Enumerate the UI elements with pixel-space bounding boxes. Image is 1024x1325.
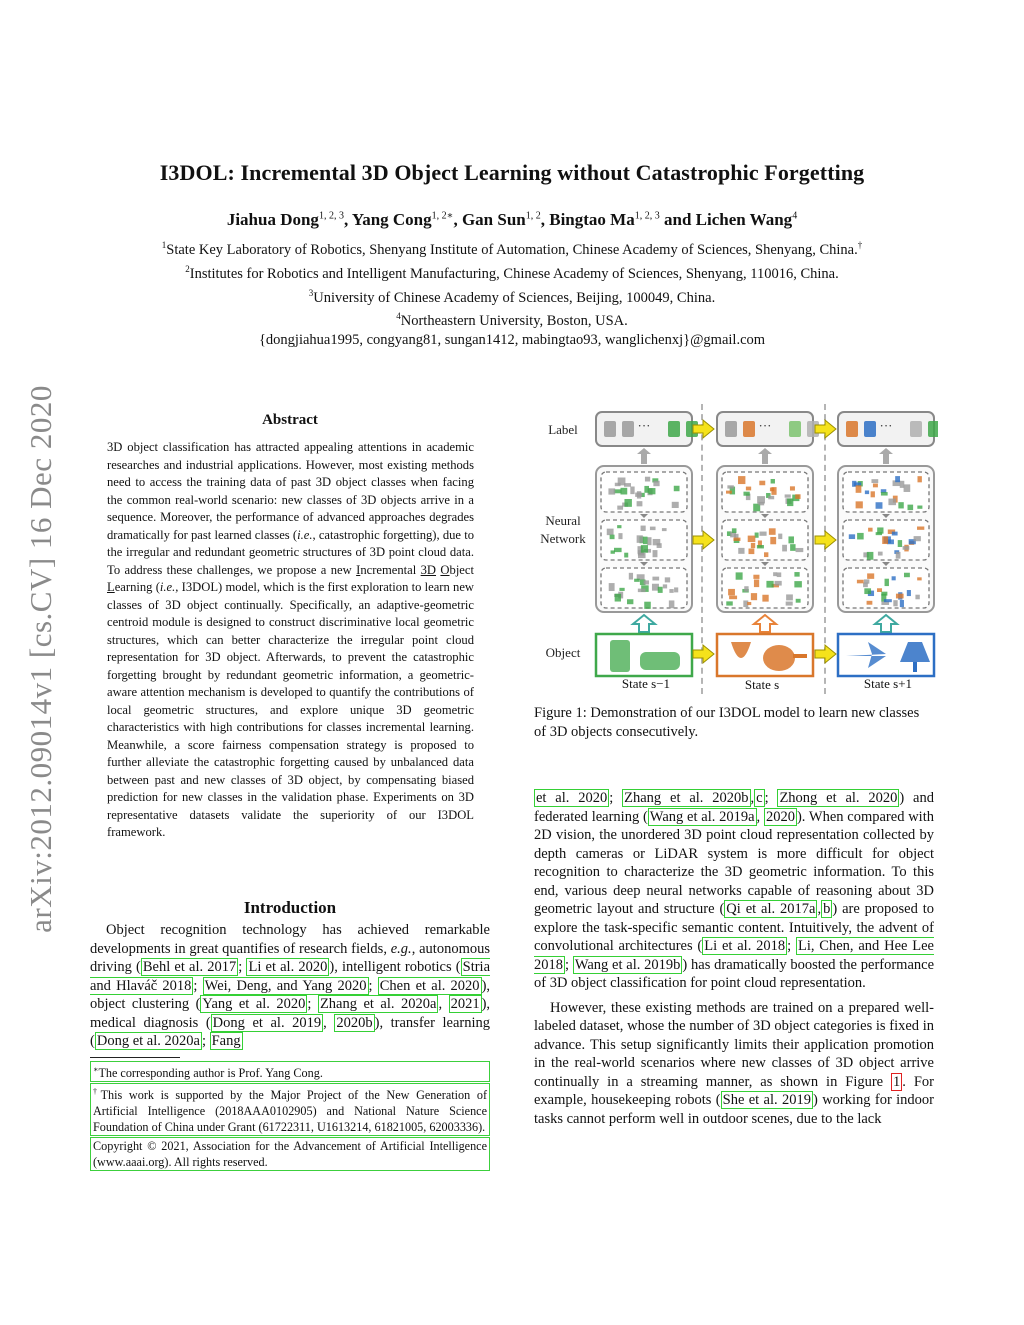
feature-point [674, 587, 678, 592]
feature-point [645, 477, 650, 482]
feature-point [629, 573, 633, 580]
feature-point [867, 552, 874, 560]
figure-graphics [534, 404, 938, 694]
citation-link[interactable]: 2020 [765, 808, 795, 825]
feature-point [610, 535, 615, 539]
feature-point [652, 577, 659, 581]
citation-link[interactable]: Wang et al. 2019a [649, 808, 755, 825]
feature-point [878, 552, 883, 556]
feature-point [794, 572, 799, 577]
feature-point [786, 594, 793, 600]
introduction-paragraph: Object recognition technology has achieved remarkable developments in great quantifies of research fields, e.g., autonomous driving ( Behl et al. 2017 ; Li et al. 2020 ), intelligent robotics ( Stria and Hlaváč 2018 ; Wei, Deng, and Yang 2020 ; Chen et al. 2020 ), object clustering ( Yang et al. 2020 ; Zhang et al. 2020a , 2021 ), medical diagnosis ( Dong et al. 2019 , 2020b ), transfer learning ( Dong et al. 2020a ; Fang [90, 922, 491, 1049]
feature-point [896, 552, 901, 559]
label-object-thumb [622, 421, 634, 437]
feature-point [754, 579, 759, 587]
feature-point [727, 485, 733, 488]
feature-point [637, 501, 643, 506]
author-emails: {dongjiahua1995, congyang81, sungan1412, mabingtao93, wanglichenxj}@gmail.com [258, 332, 766, 349]
feature-point [751, 593, 757, 600]
label-object-thumb [910, 421, 922, 437]
feature-point [762, 595, 768, 602]
feature-point [748, 549, 754, 555]
feature-point [868, 528, 872, 532]
ellipsis-text: ··· [879, 418, 893, 433]
feature-point [672, 502, 679, 508]
label-object-thumb [864, 421, 876, 437]
feature-point [775, 581, 782, 586]
feature-point [788, 536, 794, 543]
feature-point [796, 599, 801, 603]
author-name: Jiahua Dong [226, 210, 319, 229]
feature-point [669, 600, 675, 608]
feature-point [726, 491, 732, 494]
affiliation-lines [60, 236, 964, 331]
feature-point [849, 534, 855, 539]
feature-point [917, 476, 921, 482]
feature-point [871, 491, 875, 497]
citation-link[interactable]: Chen et al. 2020 [379, 977, 480, 994]
feature-point [644, 580, 649, 584]
feature-point [650, 527, 656, 531]
feature-point [856, 485, 862, 493]
feature-point [898, 502, 903, 508]
body-paragraph: et al. 2020 ; Zhang et al. 2020b , c ; Zhong et al. 2020 ) and federated learning ( Wang et al. 2019a , 2020 ). When compared with 2D vision, the unordered 3D point cloud representation collected by depth cameras or LiDAR system is more difficult for object recognition to characterize the 3D geometric information. To this end, various deep neural networks capable of reasoning about 3D geometric layout and structure ( Qi et al. 2017a , b ) are proposed to explore the task-specific semantic content. Intuitively, the advent of convolutional architectures ( Li et al. 2018 ; Li, Chen, and Hee Lee 2018 ; Wang et al. 2019b ) has dramatically boosted the performance of 3D object classification for point cloud representation. [534, 790, 935, 991]
feature-point [624, 483, 631, 487]
guitar-neck [793, 654, 807, 658]
arrow-up-icon [637, 448, 651, 464]
feature-point [917, 506, 922, 509]
feature-point [857, 580, 864, 584]
feature-point [641, 526, 646, 531]
feature-point [796, 548, 804, 552]
feature-point [795, 494, 800, 499]
citation-link[interactable]: Li et al. 2020 [248, 959, 328, 975]
feature-point [867, 573, 874, 578]
author-name: Lichen Wang [695, 210, 793, 229]
citation-link[interactable]: Dong et al. 2019 [212, 1014, 322, 1031]
feature-point [778, 534, 782, 539]
citation-link[interactable]: She et al. 2019 [722, 1092, 812, 1108]
feature-point [658, 587, 663, 593]
feature-point [907, 590, 911, 596]
label-object-thumb [668, 421, 680, 437]
feature-point [736, 572, 743, 579]
citation-link[interactable]: Li et al. 2018 [704, 938, 786, 954]
feature-point [914, 536, 921, 541]
footnote: †This work is supported by the Major Project of the New Generation of Artificial Intelligence (2018AAA0102905) and National Nature Science Foundation of China under Grant (61722311, U1613214, 61821005, 62003336). [90, 1083, 490, 1136]
footnote-rule [90, 1057, 180, 1058]
feature-point [609, 583, 615, 591]
feature-point [743, 492, 749, 496]
citation-link[interactable]: Wei, Deng, and Yang 2020 [204, 977, 367, 994]
feature-point [900, 600, 904, 607]
feature-point [662, 528, 667, 531]
feature-point [790, 486, 795, 490]
figure-1 [534, 404, 938, 694]
citation-link[interactable]: et al. 2020 [536, 790, 608, 806]
feature-point [644, 602, 651, 609]
feature-point [635, 493, 642, 497]
feature-point [865, 490, 869, 494]
arrow-right-icon [693, 531, 714, 549]
footnotes [90, 1061, 490, 1172]
label-object-thumb [846, 421, 858, 437]
feature-point [773, 572, 777, 576]
feature-point [771, 487, 776, 495]
feature-point [738, 548, 744, 554]
author-name: Yang Cong [351, 210, 432, 229]
feature-point [881, 492, 888, 495]
state-label-next: State s+1 [863, 676, 913, 691]
citation-link[interactable]: Zhang et al. 2020b [624, 790, 749, 806]
citation-link[interactable]: Zhang et al. 2020a [319, 996, 437, 1012]
feature-point [643, 537, 647, 544]
label-object-thumb [604, 421, 616, 437]
author-name: Gan Sun [461, 210, 526, 229]
feature-point [614, 548, 622, 552]
feature-point [653, 550, 658, 557]
feature-point [888, 499, 896, 506]
feature-point [747, 602, 751, 605]
feature-point [624, 499, 631, 507]
feature-point [620, 488, 627, 495]
feature-point [729, 596, 737, 600]
feature-point [674, 486, 680, 491]
feature-point [903, 546, 910, 550]
citation-link[interactable]: Stria and Hlaváč 2018 [90, 959, 491, 994]
figure-1-caption: Figure 1: Demonstration of our I3DOL model to learn new classes of 3D objects consecutively. [534, 705, 920, 740]
feature-point [732, 528, 737, 533]
feature-point [790, 544, 795, 551]
arrow-up-icon [879, 448, 893, 464]
feature-point [893, 600, 897, 606]
feature-point [787, 499, 793, 507]
feature-point [871, 479, 878, 483]
feature-point [638, 553, 646, 558]
feature-point [748, 536, 756, 542]
feature-point [665, 577, 670, 582]
feature-point [653, 539, 661, 545]
row-label-object: Object [545, 645, 581, 660]
state-label-prev: State s−1 [621, 676, 671, 691]
feature-point [794, 581, 802, 587]
feature-point [864, 588, 871, 594]
citation-link[interactable]: Dong et al. 2020a [96, 1033, 200, 1049]
feature-point [908, 505, 914, 511]
chair-object [610, 640, 630, 672]
feature-point [638, 589, 646, 593]
row-label-network: Neural Network [540, 513, 586, 546]
feature-point [881, 592, 887, 596]
body-paragraph: However, these existing methods are trained on a prepared well-labeled dataset, whose the number of 3D object categories is fixed in advance. This setup significantly limits their application promotion in the real-world scenarios where new classes of 3D object arrive continually in a streaming manner, as shown in Figure 1 . For example, housekeeping robots ( She et al. 2019 ) working for indoor tasks cannot perform well in outdoor scenes, due to the lack [534, 999, 935, 1127]
feature-point [904, 573, 910, 577]
feature-point [892, 532, 898, 536]
feature-point [738, 476, 745, 484]
feature-point [619, 588, 624, 591]
feature-point [759, 532, 766, 536]
lamp-stand [913, 662, 917, 672]
citation-link[interactable]: Li, Chen, and Hee Lee 2018 [534, 938, 934, 973]
feature-point [608, 488, 615, 494]
feature-point [915, 595, 919, 600]
abstract-heading: Abstract [262, 412, 318, 428]
label-object-thumb [743, 421, 755, 437]
arrow-up-outline-icon [754, 615, 776, 632]
feature-point [751, 543, 755, 548]
feature-point [877, 527, 883, 533]
citation-link[interactable]: b [823, 901, 831, 917]
affiliation-line: $^2$Institutes for Robotics and Intelligent Manufacturing, Chinese Academy of Sciences, Shenyang, 110016, China. [185, 263, 839, 282]
feature-point [786, 602, 793, 606]
feature-point [615, 594, 621, 602]
feature-point [782, 545, 787, 552]
feature-point [917, 577, 921, 580]
arrow-up-icon [758, 448, 772, 464]
affiliation-list [60, 236, 964, 350]
arxiv-identifier: arXiv:2012.09014v1 [cs.CV] 16 Dec 2020 [23, 385, 59, 933]
feature-point [904, 484, 911, 492]
label-object-thumb [789, 421, 801, 437]
paper-title: I3DOL: Incremental 3D Object Learning without Catastrophic Forgetting [159, 160, 865, 185]
feature-point [892, 576, 896, 580]
affiliation-line: $^3$University of Chinese Academy of Sciences, Beijing, 100049, China. [308, 287, 716, 306]
citation-link[interactable]: Behl et al. 2017 [142, 959, 237, 975]
feature-point [898, 540, 902, 547]
citation-link[interactable]: Fang [211, 1033, 241, 1049]
feature-point [896, 594, 904, 599]
feature-point [644, 486, 649, 493]
feature-point [882, 536, 888, 544]
arrow-up-outline-icon [633, 615, 655, 632]
feature-point [663, 584, 667, 588]
feature-point [856, 501, 863, 508]
feature-point [873, 484, 878, 488]
feature-point [728, 589, 735, 595]
feature-point [753, 575, 759, 579]
feature-point [653, 481, 659, 486]
citation-link[interactable]: Wang et al. 2019b [574, 956, 681, 973]
arrow-right-icon [815, 645, 836, 663]
citation-link[interactable]: c [756, 790, 763, 806]
ellipsis-text: ··· [758, 418, 772, 433]
feature-point [770, 537, 776, 544]
introduction-heading: Introduction [243, 898, 337, 917]
footnote: ∗The corresponding author is Prof. Yang Cong. [90, 1061, 490, 1082]
feature-point [785, 494, 791, 497]
figure-reference-link[interactable]: 1 [893, 1073, 901, 1090]
feature-point [764, 552, 768, 557]
feature-point [769, 528, 776, 535]
feature-point [900, 481, 905, 488]
feature-point [857, 533, 864, 540]
feature-point [877, 588, 882, 592]
footnote: Copyright © 2021, Association for the Advancement of Artificial Intelligence (www.aaai.org). All rights reserved. [90, 1137, 490, 1171]
author-name: Bingtao Ma [549, 210, 635, 229]
row-label-label: Label [548, 422, 578, 437]
feature-point [757, 545, 764, 548]
feature-point [733, 538, 740, 541]
arrow-right-icon [815, 531, 836, 549]
feature-point [766, 581, 773, 588]
arrow-right-icon [693, 645, 714, 663]
feature-point [611, 550, 615, 553]
right-column-text [534, 789, 934, 1128]
citation-link[interactable]: Yang et al. 2020 [202, 996, 306, 1012]
feature-point [627, 599, 633, 604]
feature-point [895, 476, 900, 482]
feature-point [630, 487, 634, 495]
label-object-thumb [928, 421, 938, 437]
feature-point [617, 525, 621, 528]
feature-point [777, 572, 782, 577]
feature-point [757, 496, 765, 503]
affiliation-line: $^1$State Key Laboratory of Robotics, Shenyang Institute of Automation, Chinese Academy of Sciences, Shenyang, China.† [161, 240, 863, 258]
citation-link[interactable]: Zhong et al. 2020 [779, 790, 898, 806]
feature-point [641, 545, 648, 553]
feature-point [669, 589, 673, 593]
feature-point [637, 535, 643, 543]
feature-point [771, 479, 775, 484]
feature-point [746, 487, 751, 491]
citation-link[interactable]: Qi et al. 2017a [726, 901, 816, 917]
feature-point [647, 537, 651, 545]
feature-point [768, 496, 774, 499]
feature-point [759, 481, 765, 486]
feature-point [744, 586, 748, 591]
label-object-thumb [725, 421, 737, 437]
feature-point [726, 601, 732, 605]
feature-point [648, 488, 655, 494]
feature-point [867, 601, 873, 605]
ellipsis-text: ··· [637, 418, 651, 433]
sofa-object [640, 652, 680, 670]
citation-link[interactable]: 2021 [450, 996, 480, 1012]
feature-point [884, 599, 892, 602]
feature-point [615, 483, 621, 486]
feature-point [607, 529, 614, 535]
feature-point [624, 553, 628, 558]
feature-point [885, 579, 889, 586]
citation-link[interactable]: 2020b [336, 1014, 373, 1031]
guitar-object [763, 645, 795, 671]
arrow-up-outline-icon [875, 615, 897, 632]
state-label-current: State s [744, 677, 780, 692]
feature-point [876, 502, 883, 509]
feature-point [863, 583, 868, 588]
feature-point [917, 526, 924, 529]
feature-point [634, 579, 640, 582]
feature-point [618, 533, 622, 539]
affiliation-line: $^4$Northeastern University, Boston, USA. [396, 311, 628, 330]
author-list: Jiahua Dong$^{1, 2, 3}$, Yang Cong$^{1, 2∗}$, Gan Sun$^{1, 2}$, Bingtao Ma$^{1, 2, 3}$ and Lichen Wang$^4$ [226, 210, 798, 229]
abstract-body: 3D object classification has attracted appealing attentions in academic researches and industrial applications. However, most existing methods need to access the training data of past 3D object classes when facing the common real-world scenario: new classes of 3D objects arrive in a sequence. Moreover, the performance of advanced approaches degrades dramatically for past learned classes (i.e., catastrophic forgetting), due to the irregular and redundant geometric structures of 3D point cloud data. To address these challenges, we propose a new Incremental 3D Object Learning (i.e., I3DOL) model, which is the first exploration to learn new classes of 3D object continually. Specifically, an adaptive-geometric centroid module is designed to construct discriminative local geometric structures, which can better characterize the irregular point cloud representation for 3D object. Afterwards, to prevent the catastrophic forgetting brought by redundant geometric information, a geometric-aware attention mechanism is developed to quantify the contributions of local geometric structures, and explore unique 3D geometric characteristics with high contributions for classes incremental learning. Meanwhile, a score fairness compensation strategy is proposed to further alleviate the catastrophic forgetting caused by unbalanced data between past and new classes of 3D object, by compensating biased prediction for new classes in the validation phase. Experiments on 3D representative datasets validate the superiority of our I3DOL framework. [107, 440, 475, 839]
arxiv-side-stamp [6, 348, 76, 970]
